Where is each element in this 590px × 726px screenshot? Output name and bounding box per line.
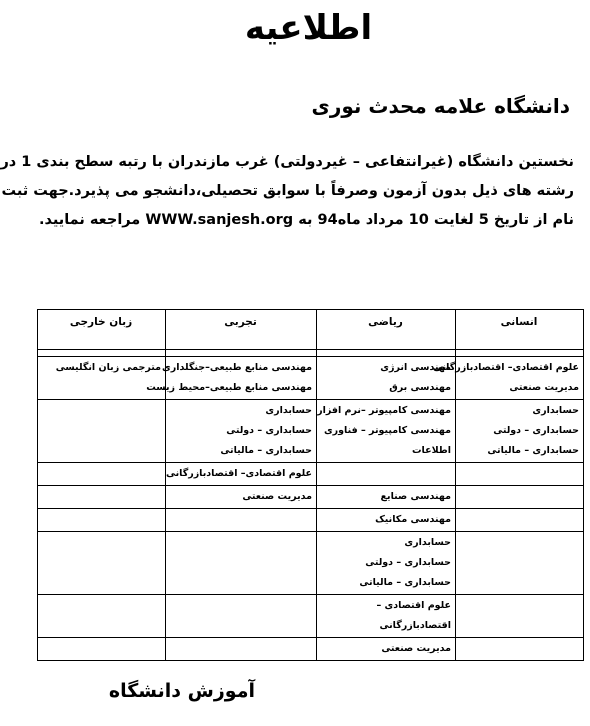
major-name: علوم اقتصادی– اقتصادبازرگانی (165, 468, 312, 479)
table-header-row (38, 310, 584, 350)
major-name: حسابداری – دولتی (226, 425, 312, 436)
paragraph-line: نام از تاریخ 5 لغایت 10 مرداد ماه94 به WWW.sanjesh.org مراجعه نمایید. (38, 212, 574, 228)
major-name: علوم اقتصادی– اقتصادبازرگانی (432, 362, 579, 373)
major-name: حسابداری – مالیاتی (487, 445, 579, 456)
announcement-paragraph (0, 148, 574, 235)
table-cell (166, 532, 317, 595)
table-row (38, 357, 584, 400)
table-cell (317, 400, 456, 463)
major-name: مدیریت صنعتی (242, 491, 312, 502)
major-name: مهندسی مکانیک (375, 514, 451, 525)
table-cell (166, 486, 317, 509)
table-row (38, 638, 584, 661)
major-name: مهندسی منابع طبیعی–محیط زیست (146, 382, 312, 393)
major-name: حسابداری (404, 537, 451, 548)
major-name: مهندسی صنایع (380, 491, 451, 502)
major-name: مترجمی زبان انگلیسی (55, 362, 161, 373)
table-cell (456, 532, 584, 595)
table-row (38, 400, 584, 463)
major-name: حسابداری – مالیاتی (220, 445, 312, 456)
major-name: اقتصادبازرگانی (379, 620, 451, 631)
major-name: مهندسی منابع طبیعی–جنگلداری (162, 362, 312, 373)
table-cell (317, 463, 456, 486)
notice-title: اطلاعیه (244, 8, 373, 48)
table-cell (317, 595, 456, 638)
major-name: حسابداری (265, 405, 312, 416)
table-row (38, 486, 584, 509)
major-name: مهندسی کامپیوتر – فناوری (323, 425, 451, 436)
table-row (38, 595, 584, 638)
table-cell (38, 509, 166, 532)
footer-signature: آموزش دانشگاه (108, 680, 255, 702)
table-cell (146, 357, 317, 400)
table-cell (38, 400, 166, 463)
table-cell (317, 357, 456, 400)
table-cell (38, 486, 166, 509)
table-spacer-row (38, 350, 584, 357)
table-row (38, 532, 584, 595)
table-cell (166, 638, 317, 661)
table-cell (456, 595, 584, 638)
table-cell (456, 463, 584, 486)
header-experimental: تجربی (166, 310, 317, 350)
table-cell (456, 400, 584, 463)
paragraph-line: نخستین دانشگاه (غیرانتفاعی – غیردولتی) غرب مازندران با رتبه سطح بندی 1 در (0, 154, 574, 170)
major-name: مهندسی برق (389, 382, 451, 393)
header-math: ریاضی (317, 310, 456, 350)
major-name: مدیریت صنعتی (381, 643, 451, 654)
table-row (38, 509, 584, 532)
table-cell (456, 509, 584, 532)
header-foreign-language: زبان خارجی (38, 310, 166, 350)
paragraph-line: رشته های ذیل بدون آزمون وصرفاً با سوابق تحصیلی،دانشجو می پذیرد.جهت ثبت (1, 183, 574, 199)
table-cell (166, 509, 317, 532)
table-cell (456, 486, 584, 509)
table-row (38, 463, 584, 486)
table-cell (166, 595, 317, 638)
major-name: حسابداری (532, 405, 579, 416)
header-humanities: انسانی (456, 310, 584, 350)
table-cell (166, 463, 317, 486)
university-name: دانشگاه علامه محدث نوری (311, 94, 570, 118)
major-name: حسابداری – دولتی (365, 557, 451, 568)
table-cell (317, 486, 456, 509)
major-name: علوم اقتصادی – (376, 600, 451, 611)
table-cell (432, 357, 584, 400)
table-cell (317, 532, 456, 595)
major-name: حسابداری – مالیاتی (359, 577, 451, 588)
major-name: حسابداری – دولتی (493, 425, 579, 436)
major-name: مدیریت صنعتی (509, 382, 579, 393)
major-name: مهندسی انرژی (380, 362, 451, 373)
table-cell (317, 638, 456, 661)
table-cell (317, 509, 456, 532)
table-cell (166, 400, 317, 463)
table-cell (456, 638, 584, 661)
major-name: مهندسی کامپیوتر –نرم افزار (317, 405, 451, 416)
table-cell (38, 463, 166, 486)
table-cell (38, 532, 166, 595)
table-cell (38, 595, 166, 638)
table-cell (38, 638, 166, 661)
majors-table (37, 309, 584, 661)
major-name: اطلاعات (411, 445, 451, 456)
